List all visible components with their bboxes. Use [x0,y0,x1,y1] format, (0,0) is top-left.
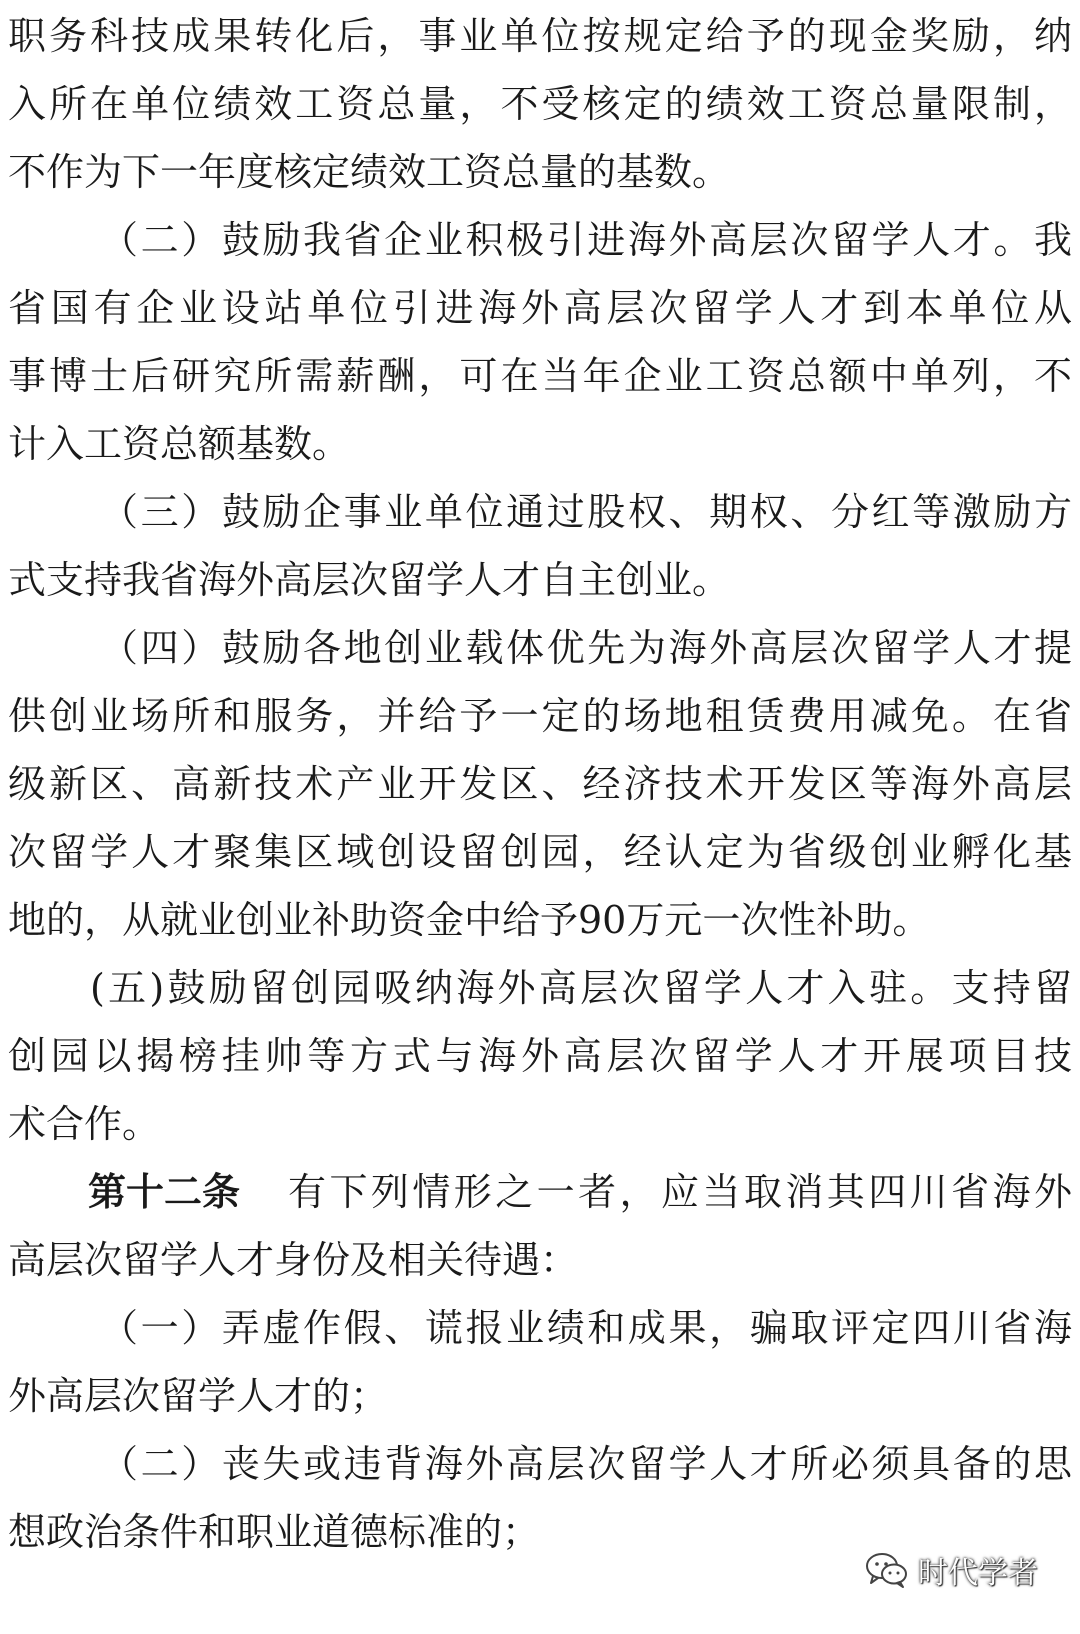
text-line: 省国有企业设站单位引进海外高层次留学人才到本单位从 [8,286,1072,330]
article-label: 第十二条 [88,1170,241,1214]
watermark-text: 时代学者 [918,1556,1038,1591]
text-line: 入所在单位绩效工资总量，不受核定的绩效工资总量限制， [8,82,1072,126]
text-line: 创园以揭榜挂帅等方式与海外高层次留学人才开展项目技 [8,1034,1072,1078]
text-line: 高层次留学人才身份及相关待遇： [8,1238,579,1282]
article-12-heading-line [88,1156,1072,1228]
paragraph-item-4-start: （四）鼓励各地创业载体优先为海外高层次留学人才提 [100,626,1072,670]
article-text: 有下列情形之一者，应当取消其四川省海外 [288,1170,1072,1214]
sub-item-1-start: （一）弄虚作假、谎报业绩和成果，骗取评定四川省海 [100,1306,1072,1350]
text-line: 式支持我省海外高层次留学人才自主创业。 [8,558,731,602]
sub-item-2-start: （二）丧失或违背海外高层次留学人才所必须具备的思 [100,1442,1072,1486]
paragraph-item-5-start: (五)鼓励留创园吸纳海外高层次留学人才入驻。支持留 [90,966,1072,1010]
text-line: 事博士后研究所需薪酬，可在当年企业工资总额中单列，不 [8,354,1072,398]
text-line: 供创业场所和服务，并给予一定的场地租赁费用减免。在省 [8,694,1072,738]
text-line: 级新区、高新技术产业开发区、经济技术开发区等海外高层 [8,762,1072,806]
paragraph-item-3-start: （三）鼓励企事业单位通过股权、期权、分红等激励方 [100,490,1072,534]
text-line: 外高层次留学人才的； [8,1374,389,1418]
wechat-watermark [864,1548,1038,1592]
text-line: 不作为下一年度核定绩效工资总量的基数。 [8,150,731,194]
text-line: 计入工资总额基数。 [8,422,351,466]
text-line: 次留学人才聚集区域创设留创园，经认定为省级创业孵化基 [8,830,1072,874]
paragraph-item-2-start: （二）鼓励我省企业积极引进海外高层次留学人才。我 [100,218,1072,262]
wechat-icon [864,1550,910,1590]
text-line: 职务科技成果转化后，事业单位按规定给予的现金奖励，纳 [8,14,1072,58]
text-line: 想政治条件和职业道德标准的； [8,1510,541,1554]
text-line: 地的，从就业创业补助资金中给予90万元一次性补助。 [8,898,931,942]
text-line: 术合作。 [8,1102,161,1146]
